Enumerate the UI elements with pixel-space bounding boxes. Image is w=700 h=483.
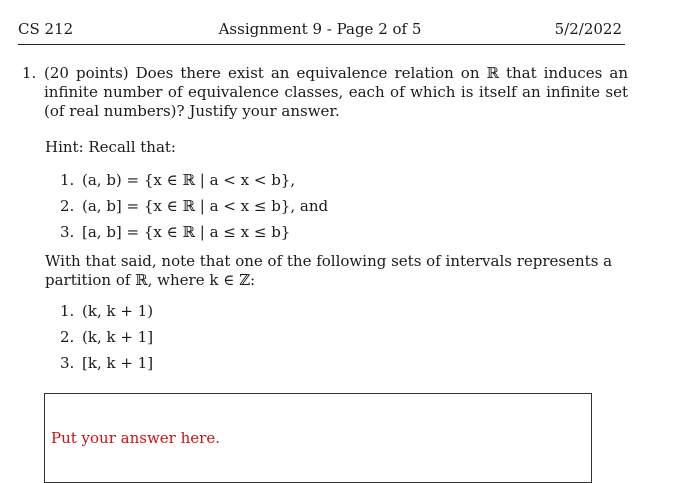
list-item [60, 301, 153, 327]
header-date: 5/2/2022 [554, 20, 622, 38]
item-number: 2. [60, 328, 75, 346]
page-header [18, 20, 622, 44]
problem-statement [22, 64, 628, 121]
problem-number: 1. [22, 64, 37, 82]
item-expression: (a, b] = {x ∈ ℝ | a < x ≤ b}, and [82, 197, 329, 215]
partition-paragraph: With that said, note that one of the following sets of intervals represents a partition of ℝ, where k ∈ ℤ: [45, 252, 613, 289]
list-item [60, 196, 328, 222]
item-number: 3. [60, 354, 75, 372]
course-code: CS 212 [18, 20, 74, 38]
item-number: 2. [60, 197, 75, 215]
item-expression: [k, k + 1] [82, 354, 154, 372]
partition-options [60, 301, 153, 379]
item-number: 1. [60, 302, 75, 320]
page-title: Assignment 9 - Page 2 of 5 [218, 20, 422, 38]
item-number: 1. [60, 171, 75, 189]
interval-definitions [60, 170, 328, 248]
header-rule [18, 44, 625, 45]
problem-text: (20 points) Does there exist an equivalence relation on ℝ that induces an infinite number of equivalence classes, each of which is itself an infinite set (of real numbers)? Justify your answer. [44, 64, 628, 120]
item-number: 3. [60, 223, 75, 241]
answer-box[interactable] [44, 393, 592, 483]
item-expression: (k, k + 1] [82, 328, 154, 346]
answer-placeholder: Put your answer here. [51, 429, 220, 447]
hint-label: Hint: Recall that: [45, 138, 176, 156]
item-expression: (k, k + 1) [82, 302, 154, 320]
item-expression: (a, b) = {x ∈ ℝ | a < x < b}, [82, 171, 296, 189]
list-item [60, 222, 328, 248]
item-expression: [a, b] = {x ∈ ℝ | a ≤ x ≤ b} [82, 223, 291, 241]
list-item [60, 353, 153, 379]
list-item [60, 327, 153, 353]
list-item [60, 170, 328, 196]
